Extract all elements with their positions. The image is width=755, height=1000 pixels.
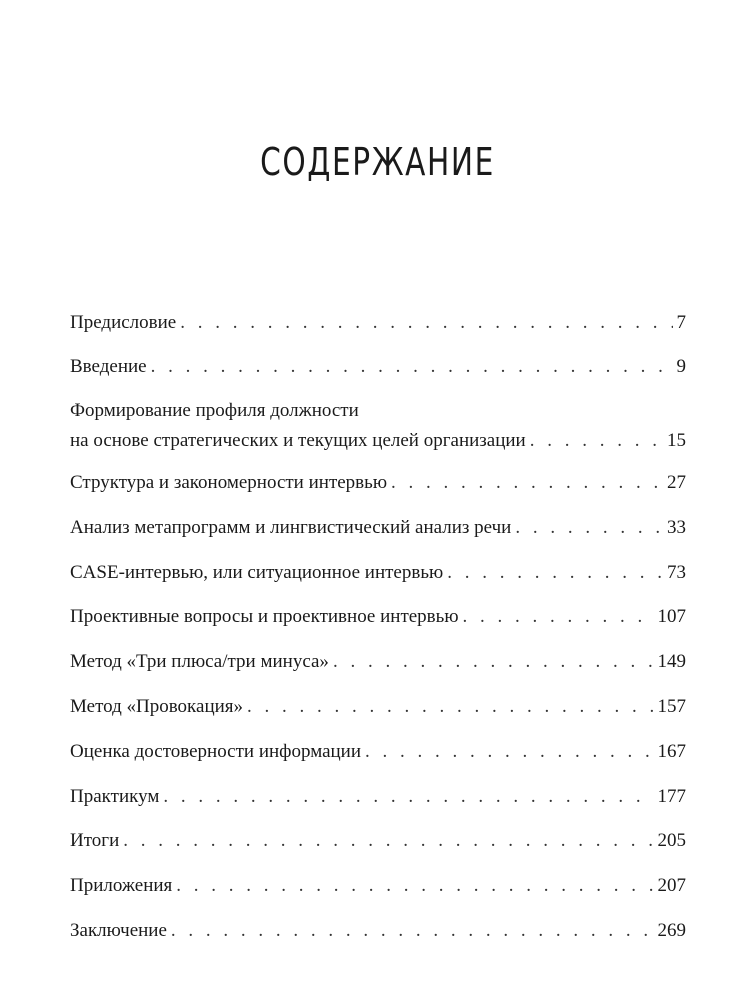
toc-entry-title: Оценка достоверности информации [70,741,362,762]
toc-entry[interactable] [70,782,686,812]
toc-entry-page: 9 [676,356,686,377]
toc-entry-title: Метод «Провокация» [70,696,244,717]
toc-entry-title: CASE-интервью, или ситуационное интервью [70,562,444,583]
toc-entry[interactable] [70,513,686,543]
toc-entry-title: Метод «Три плюса/три минуса» [70,651,329,672]
toc-entry[interactable] [70,737,686,767]
toc-entry-title: Итоги [70,830,120,851]
page-title: СОДЕРЖАНИЕ [260,140,495,184]
toc-entry-title: Анализ метапрограмм и лингвистический анализ речи [70,517,512,538]
toc-entry-page: 73 [667,562,686,583]
toc-entry[interactable] [70,916,686,946]
toc-entry-title-line1: Формирование профиля должности [70,400,359,421]
toc-entry-title: Структура и закономерности интервью [70,472,388,493]
toc-entry-page: 205 [657,830,686,851]
toc-entry-page: 207 [657,875,686,896]
dot-leader [123,826,653,856]
toc-entry[interactable] [70,826,686,856]
toc-entry[interactable] [70,352,686,382]
toc-entry-page: 7 [676,312,686,333]
dot-leader [176,871,653,901]
toc-entry-title: Введение [70,356,147,377]
toc-entry-page: 157 [657,696,686,717]
toc-entry-page: 149 [657,651,686,672]
dot-leader [391,468,663,498]
toc-entry-title: на основе стратегических и текущих целей организации [70,430,526,451]
toc-entry-page: 15 [667,430,686,451]
dot-leader [333,647,654,677]
dot-leader [463,602,654,632]
toc-entry-page: 269 [657,920,686,941]
dot-leader [447,558,663,588]
toc-entry[interactable] [70,692,686,722]
dot-leader [530,426,663,456]
dot-leader [163,782,653,812]
toc-entry[interactable] [70,647,686,677]
toc-entry-page: 33 [667,517,686,538]
toc-entry-title: Приложения [70,875,173,896]
toc-entry[interactable] [70,871,686,901]
dot-leader [180,308,672,338]
toc-entry[interactable] [70,558,686,588]
toc-entry[interactable] [70,602,686,632]
dot-leader [151,352,673,382]
toc-entry-title: Проективные вопросы и проективное интервью [70,606,459,627]
toc-entry-page: 107 [657,606,686,627]
toc-entry[interactable] [70,396,686,456]
toc-entry-page: 177 [657,786,686,807]
toc-entry-title: Заключение [70,920,167,941]
toc-entry[interactable] [70,468,686,498]
dot-leader [247,692,653,722]
dot-leader [365,737,653,767]
toc-entry-page: 167 [657,741,686,762]
toc-entry-title: Предисловие [70,312,177,333]
toc-entry-title: Практикум [70,786,160,807]
dot-leader [515,513,663,543]
toc-entry-page: 27 [667,472,686,493]
dot-leader [171,916,654,946]
toc-entry[interactable] [70,308,686,338]
